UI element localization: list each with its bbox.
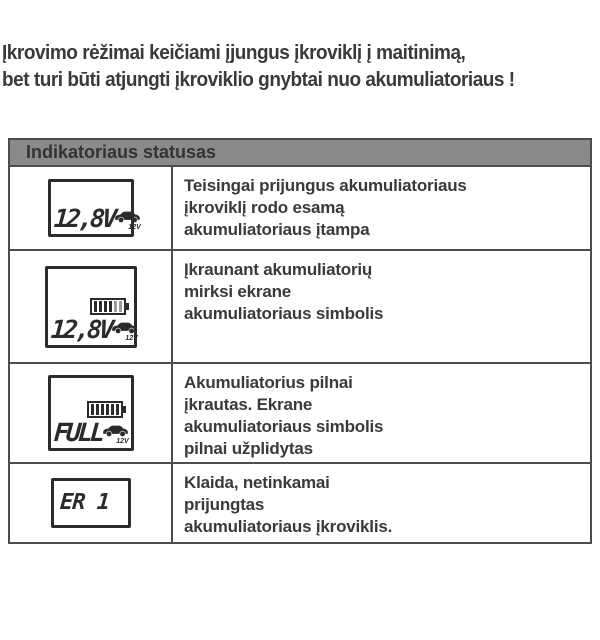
description-line: Klaida, netinkamai	[184, 473, 330, 492]
lcd-main-row	[51, 204, 141, 234]
intro-text	[2, 40, 570, 94]
lcd-main-row	[51, 420, 131, 448]
lcd-main-row	[54, 492, 128, 514]
lcd-value: 12,8V	[52, 204, 115, 233]
lcd-small-label: 12V	[116, 438, 129, 445]
description-cell	[173, 251, 590, 362]
table-row-charging	[10, 251, 590, 364]
lcd-cell	[10, 464, 173, 542]
lcd-cell	[10, 364, 173, 462]
description-line: mirksi ekrane	[184, 282, 292, 301]
table-header-label: Indikatoriaus statusas	[26, 142, 217, 162]
battery-full-icon	[87, 401, 126, 418]
description-line: akumuliatoriaus įkroviklis.	[184, 517, 393, 536]
lcd-small-label: 12V	[128, 224, 141, 231]
lcd-value: 12,8V	[49, 314, 112, 344]
indicator-status-table	[8, 138, 592, 544]
description-line: akumuliatoriaus simbolis	[184, 417, 384, 436]
lcd-display	[48, 375, 134, 451]
table-row-full	[10, 364, 590, 464]
lcd-display	[45, 266, 137, 348]
car-icon	[111, 321, 138, 342]
lcd-cell	[10, 167, 173, 249]
description-line: Įkraunant akumuliatorių	[184, 260, 373, 279]
description-line: Akumuliatorius pilnai	[184, 373, 353, 392]
lcd-display	[48, 179, 141, 237]
description-line: pilnai užplidytas	[184, 439, 313, 458]
manual-page	[0, 40, 600, 544]
table-header	[10, 140, 590, 167]
battery-charging-icon	[90, 298, 129, 315]
lcd-value: FULL	[52, 418, 103, 447]
car-icon	[114, 210, 141, 231]
description-line: akumuliatoriaus įtampa	[184, 220, 370, 239]
lcd-cell	[10, 251, 173, 362]
table-row-error	[10, 464, 590, 542]
lcd-value: ER 1	[58, 490, 110, 515]
table-row-voltage	[10, 167, 590, 251]
lcd-small-label: 12V	[125, 334, 138, 342]
description-cell	[173, 364, 590, 462]
lcd-main-row	[48, 314, 138, 345]
description-line: Teisingai prijungus akumuliatoriaus	[184, 176, 467, 195]
intro-line-2: bet turi būti atjungti įkroviklio gnybtai nuo akumuliatoriaus !	[2, 69, 515, 91]
description-line: įkrautas. Ekrane	[184, 395, 313, 414]
description-cell	[173, 167, 590, 249]
car-icon	[102, 424, 129, 445]
description-line: akumuliatoriaus simbolis	[184, 304, 384, 323]
lcd-display	[51, 478, 131, 528]
description-line: įkroviklį rodo esamą	[184, 198, 345, 217]
description-line: prijungtas	[184, 495, 265, 514]
intro-line-1: Įkrovimo rėžimai keičiami įjungus įkroviklį į maitinimą,	[2, 42, 466, 64]
description-cell	[173, 464, 590, 542]
